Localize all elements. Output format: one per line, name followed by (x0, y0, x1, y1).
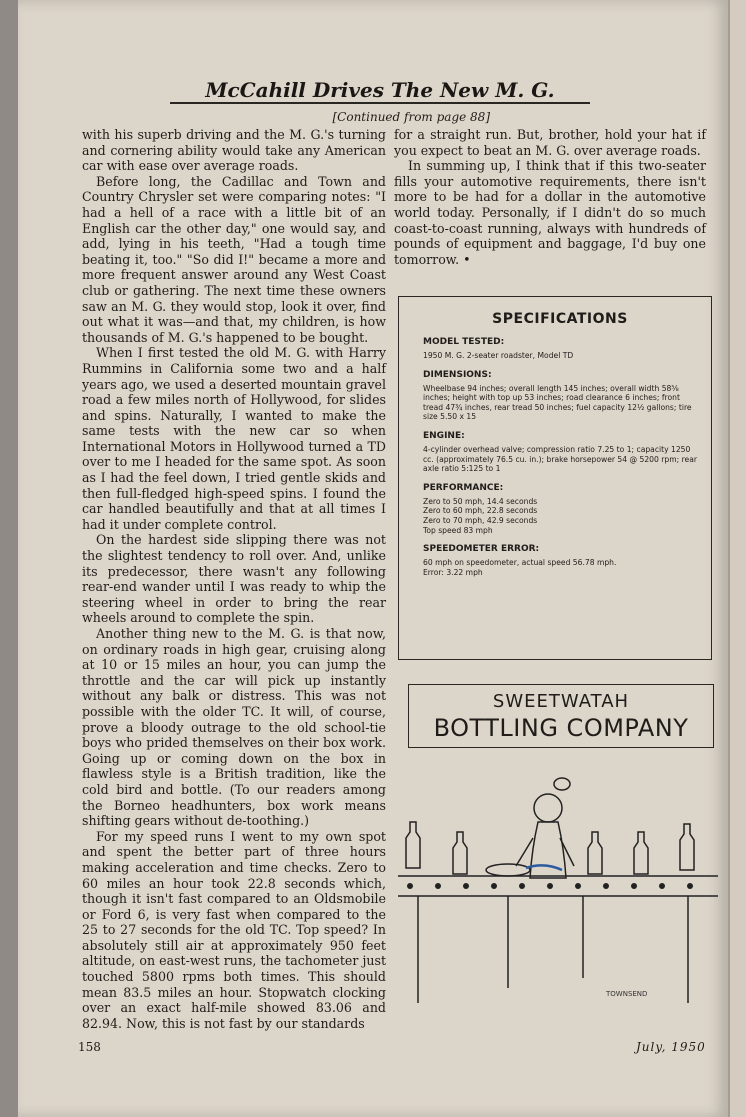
conveyor-roller (491, 883, 497, 889)
title-rule (170, 102, 590, 104)
spec-value-performance: Top speed 83 mph (423, 525, 493, 535)
bottle (588, 832, 602, 874)
conveyor-roller (463, 883, 469, 889)
sign-line-2: BOTTLING COMPANY (433, 714, 689, 742)
paragraph: Another thing new to the M. G. is that now, on ordinary roads in high gear, cruising along at 10 or 15 miles an hour, you can jump the throttle and the car will pick up instantly without any balk or distress. This was not possible with the older TC. It will, of course, prove a bloody outrage to the old school-tie boys who prided themselves on their box work. Going up or coming down on the box in flawless style is a British tradition, like the cold bird and bottle. (To our readers among the Borneo headhunters, box work means shifting gears without de-toothing.) (82, 626, 386, 829)
conveyor-roller (575, 883, 581, 889)
spec-label-model: MODEL TESTED: (423, 337, 505, 347)
conveyor-roller (407, 883, 413, 889)
bottle (453, 832, 467, 874)
spec-value-model: 1950 M. G. 2-seater roadster, Model TD (423, 351, 574, 360)
paragraph: When I first tested the old M. G. with Harry Rummins in California some two and a half years ago, we used a deserted mountain gravel road a few miles north of Hollywood, for slides and spins. Naturally, I wanted to make the same tests with the new car so when International Motors in Hollywood turned a TD over to me I headed for the same spot. As soon as I had the feel down, I tried gentle skids and then full-fledged high-speed spins. I found the car handled beautifully and that at all times I had it under complete control. (82, 345, 386, 532)
article-title: McCahill Drives The New M. G. (205, 78, 555, 102)
spec-label-engine: ENGINE: (423, 430, 465, 441)
spec-value-engine: 4-cylinder overhead valve; compression ratio 7.25 to 1; capacity 1250 cc. (approximately 76.5 cu. in.); brake horsepower 54 @ 5200 rpm; rear axle ratio 5:125 to 1 (423, 444, 697, 474)
conveyor-roller (659, 883, 665, 889)
specifications-box (398, 296, 712, 660)
spec-value-dimensions: Wheelbase 94 inches; overall length 145 inches; overall width 58⅝ inches; height with top up 53 inches; road clearance 6 inches; front tread 47¾ inches, rear tread 50 inches; fuel capacity 12½ gallons; tire size 5.50 x 15 (423, 383, 692, 422)
fallen-bottle (486, 864, 530, 876)
spec-value-speedometer: Error: 3.22 mph (423, 567, 483, 577)
spec-label-speedometer: SPEEDOMETER ERROR: (423, 544, 540, 555)
cartoon-sign (408, 684, 714, 748)
spec-label-dimensions: DIMENSIONS: (423, 369, 492, 380)
bottling-cartoon-illustration (398, 748, 718, 1010)
conveyor-roller (435, 883, 441, 889)
continued-note: [Continued from page 88] (332, 110, 490, 124)
issue-date: July, 1950 (636, 1040, 706, 1054)
sign-line-1: SWEETWATAH (492, 691, 630, 712)
spec-value-performance: Zero to 70 mph, 42.9 seconds (423, 515, 538, 525)
spec-value-performance: Zero to 50 mph, 14.4 seconds (423, 496, 538, 506)
paragraph: For my speed runs I went to my own spot and spent the better part of three hours making acceleration and time checks. Zero to 60 miles an hour took 22.8 seconds which, though it isn't fast compared to an Oldsmobile or Ford 6, is very fast when compared to the 25 to 27 seconds for the old TC. Top speed? In absolutely still air at approximately 950 feet altitude, on east-west runs, the tachometer just touched 5800 rpms both times. This should mean 83.5 miles an hour. Stopwatch clocking over an exact half-mile showed 83.06 and 82.94. Now, this is not fast by our standards (82, 828, 386, 1031)
spec-label-performance: PERFORMANCE: (423, 482, 504, 493)
paragraph: for a straight run. But, brother, hold your hat if you expect to beat an M. G. over average roads. (394, 127, 706, 158)
conveyor-roller (547, 883, 553, 889)
artist-signature: TOWNSEND (606, 990, 648, 998)
worker-cap (554, 778, 570, 790)
worker-head (534, 794, 562, 822)
bottle (680, 824, 694, 870)
conveyor-roller (631, 883, 637, 889)
paragraph: with his superb driving and the M. G.'s turning and cornering ability would take any American car with ease over average roads. (82, 127, 386, 174)
conveyor-roller (519, 883, 525, 889)
paragraph: Before long, the Cadillac and Town and Country Chrysler set were comparing notes: "I had a hell of a race with a little bit of an English car the other day," one would say, and add, lying in his teeth, "Had a tough time beating it, too." "So did I!" became a more and more frequent answer around any West Coast club or gathering. The next time these owners saw an M. G. they would stop, look it over, find out what it was—and that, my children, is how thousands of M. G.'s happened to be bought. (82, 173, 386, 345)
bottle (406, 822, 420, 868)
spec-value-performance: Zero to 60 mph, 22.8 seconds (423, 506, 538, 516)
adjacent-page-edge (728, 0, 746, 1117)
bottle (634, 832, 648, 874)
paragraph: On the hardest side slipping there was not the slightest tendency to roll over. And, unlike its predecessor, there wasn't any following rear-end wander until I was ready to whip the steering wheel in order to bring the rear wheels around to complete the spin. (82, 532, 386, 626)
conveyor-roller (687, 883, 693, 889)
specs-title: SPECIFICATIONS (492, 311, 628, 327)
spec-value-speedometer: 60 mph on speedometer, actual speed 56.78 mph. (423, 558, 617, 568)
right-column (394, 127, 706, 267)
paragraph: In summing up, I think that if this two-seater fills your automotive requirements, there isn't more to be had for a dollar in the automotive world today. Personally, if I didn't do so much coast-to-coast running, always with hundreds of pounds of equipment and baggage, I'd buy one tomorrow. • (394, 158, 706, 267)
left-column (82, 127, 386, 1031)
page-number: 158 (78, 1040, 101, 1054)
conveyor-roller (603, 883, 609, 889)
